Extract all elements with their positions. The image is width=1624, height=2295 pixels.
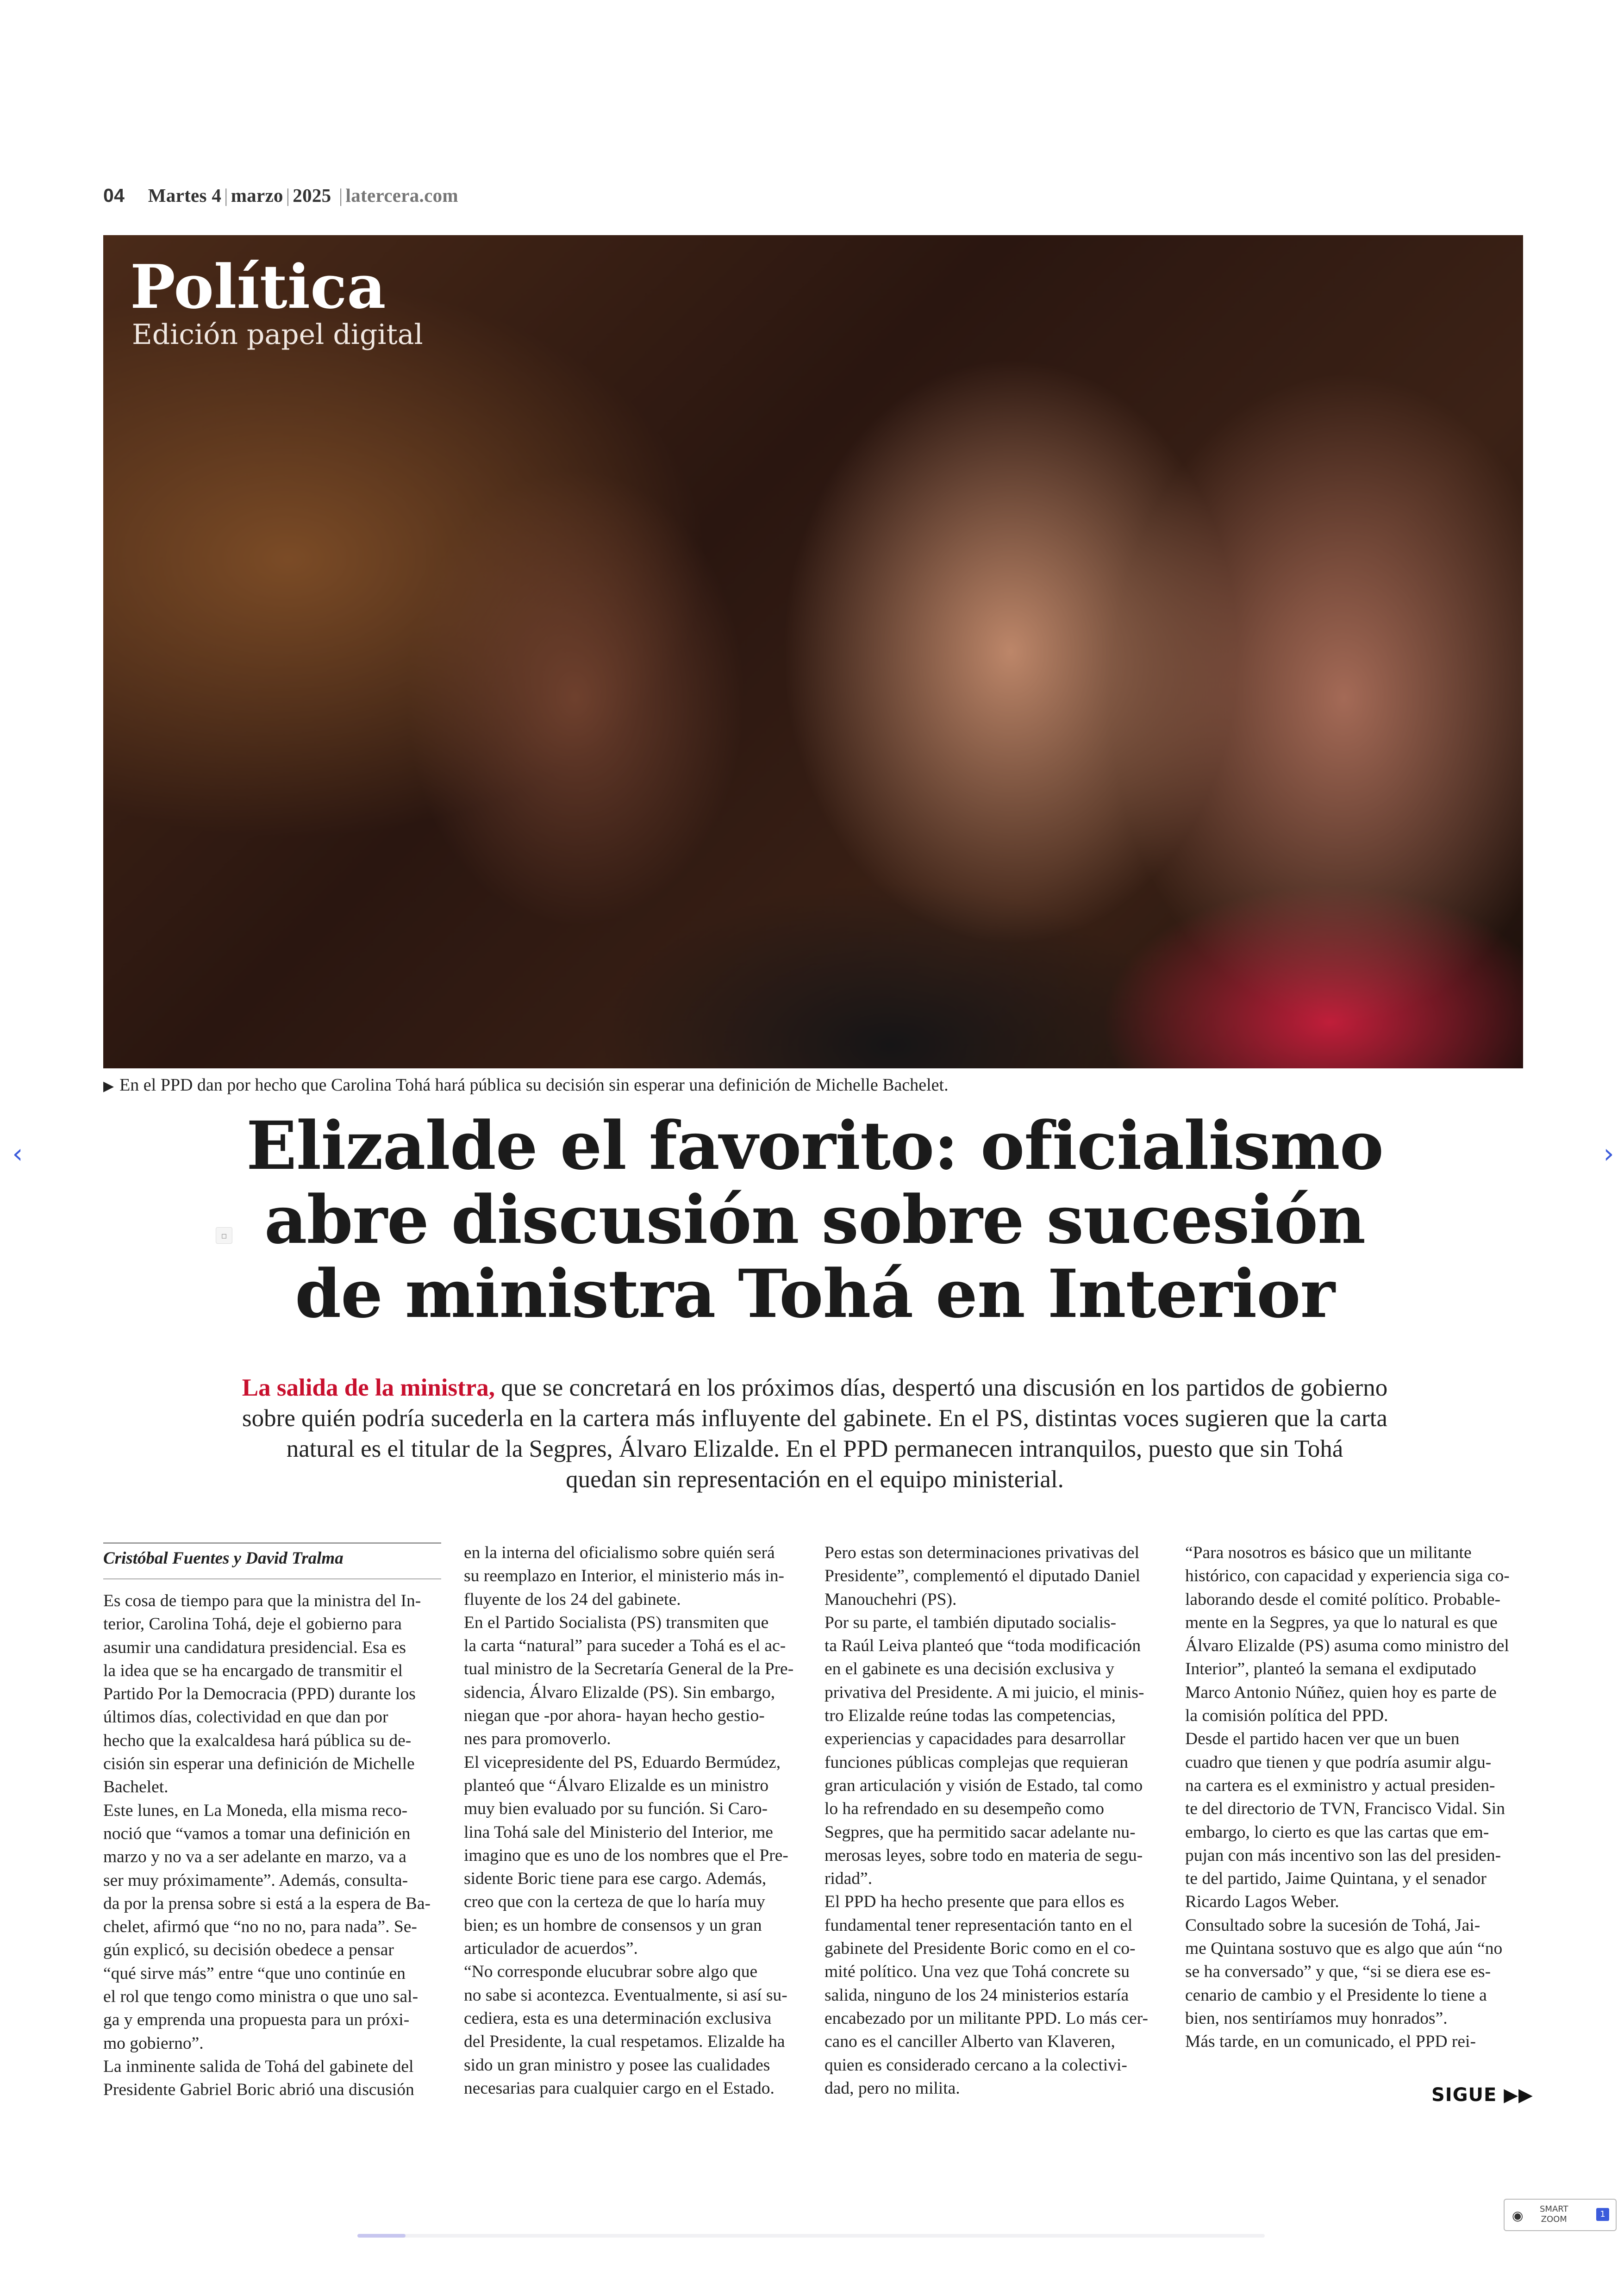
article-line: necesarias para cualquier cargo en el Estado. [464,2078,775,2098]
article-line: muy bien evaluado por su función. Si Caro- [464,1799,768,1819]
scrollbar-thumb[interactable] [357,2234,406,2238]
article-line: Consultado sobre la sucesión de Tohá, Jai- [1185,1915,1480,1935]
caption-text: En el PPD dan por hecho que Carolina Tohá hará pública su decisión sin esperar una definición de Michelle Bachelet. [119,1075,949,1095]
note-icon[interactable]: ▫ [216,1227,232,1244]
article-line: ser muy próximamente”. Además, consulta- [103,1871,408,1890]
article-line: histórico, con capacidad y experiencia siga co- [1185,1566,1510,1586]
article-line: laborando desde el comité político. Probable- [1185,1590,1501,1609]
folio-date-day: 4 [212,185,222,206]
article-line: gún explicó, su decisión obedece a pensar [103,1940,394,1960]
article-line: Bachelet. [103,1777,169,1797]
article-line: mente en la Segpres, ya que lo natural es que [1185,1613,1498,1632]
eye-icon: ◉ [1512,2208,1524,2223]
article-line: Por su parte, el también diputado socialis- [824,1613,1117,1632]
zoom-page-badge: 1 [1596,2208,1609,2221]
article-line: lina Tohá sale del Ministerio del Interior, me [464,1822,773,1842]
article-line: cisión sin esperar una definición de Michelle [103,1754,415,1774]
article-line: merosas leyes, sobre todo en materia de segu- [824,1846,1143,1865]
article-line: ridad”. [824,1869,873,1889]
article-line: En el Partido Socialista (PS) transmiten que [464,1613,769,1632]
article-line: mo gobierno”. [103,2033,204,2053]
article-line: El vicepresidente del PS, Eduardo Bermúdez, [464,1752,781,1772]
article-line: noció que “vamos a tomar una definición en [103,1824,411,1843]
article-column-3 [824,1541,1163,2100]
article-line: Segpres, que ha permitido sacar adelante nu- [824,1822,1136,1842]
article-line: planteó que “Álvaro Elizalde es un ministro [464,1776,769,1795]
article-line: El PPD ha hecho presente que para ellos es [824,1892,1124,1912]
page-folio: 04 Martes 4 | marzo | 2025 | latercera.com [103,185,458,206]
lead-line: quedan sin representación en el equipo ministerial. [566,1466,1064,1493]
article-line: ta Raúl Leiva planteó que “toda modificación [824,1636,1141,1656]
article-line: sidente Boric tiene para ese cargo. Además, [464,1869,767,1889]
article-line: se ha conversado” y que, “si se diera ese es- [1185,1962,1491,1982]
article-line: marzo y no va a ser adelante en marzo, va a [103,1847,406,1867]
smart-zoom-button[interactable] [1504,2199,1617,2231]
article-line: te del directorio de TVN, Francisco Vidal. Sin [1185,1799,1505,1819]
article-line: asumir una candidatura presidencial. Esa es [103,1638,406,1657]
article-line: creo que con la certeza de que lo haría muy [464,1892,765,1912]
headline-line: abre discusión sobre sucesión [264,1181,1366,1259]
next-page-button[interactable] [1595,1140,1623,1167]
byline-divider [103,1578,441,1579]
headline-line: Elizalde el favorito: oficialismo [246,1107,1384,1185]
article-line: me Quintana sostuvo que es algo que aún “no [1185,1939,1503,1958]
article-line: “Para nosotros es básico que un militante [1185,1543,1472,1562]
article-line: pujan con más incentivo son las del presiden- [1185,1846,1501,1865]
article-line: experiencias y capacidades para desarrollar [824,1729,1125,1749]
article-line: Partido Por la Democracia (PPD) durante los [103,1684,416,1704]
article-line: gran articulación y visión de Estado, tal como [824,1776,1143,1795]
article-line: la comisión política del PPD. [1185,1706,1388,1726]
article-column-4 [1185,1541,1524,2054]
article-line: Pero estas son determinaciones privativas del [824,1543,1140,1562]
article-line: Este lunes, en La Moneda, ella misma reco- [103,1801,408,1820]
folio-month: marzo [231,185,283,206]
article-line: Desde el partido hacen ver que un buen [1185,1729,1460,1749]
photo-caption [103,1075,949,1095]
article-line: el rol que tengo como ministra o que uno sal- [103,1987,418,2007]
headline-line: de ministra Tohá en Interior [295,1255,1335,1333]
chevron-left-icon: ‹ [12,1138,23,1169]
folio-year: 2025 [293,185,331,206]
article-line: Presidente Gabriel Boric abrió una discusión [103,2080,414,2100]
article-line: quien es considerado cercano a la colectivi- [824,2055,1127,2075]
article-line: gabinete del Presidente Boric como en el co- [824,1939,1136,1958]
byline: Cristóbal Fuentes y David Tralma [103,1542,441,1568]
article-line: nes para promoverlo. [464,1729,611,1749]
article-line: dad, pero no milita. [824,2078,960,2098]
article-line: la idea que se ha encargado de transmitir el [103,1661,403,1680]
article-line: encabezado por un militante PPD. Lo más cer- [824,2008,1149,2028]
article-line: sidencia, Álvaro Elizalde (PS). Sin embargo, [464,1683,775,1702]
article-line: ga y emprenda una propuesta para un próxi- [103,2010,410,2030]
article-line: no sabe si acontezca. Eventualmente, si así su- [464,1985,787,2005]
article-line: “qué sirve más” entre “que uno continúe en [103,1964,406,1983]
article-line: en la interna del oficialismo sobre quién será [464,1543,775,1562]
article-line: del Presidente, la cual respetamos. Elizalde ha [464,2032,785,2052]
lead-photo [103,235,1523,1068]
article-line: imagino que es uno de los nombres que el Pre- [464,1846,788,1865]
article-line: Es cosa de tiempo para que la ministra del In- [103,1591,421,1610]
folio-day: Martes [148,185,207,206]
lead-kicker: La salida de la ministra, [242,1374,495,1401]
chevron-right-icon: › [1603,1138,1614,1169]
article-line: hecho que la exalcaldesa hará pública su de- [103,1731,412,1750]
article-line: te del partido, Jaime Quintana, y el senador [1185,1869,1487,1889]
smart-zoom-label: SMART ZOOM [1540,2204,1568,2224]
article-line: fluyente de los 24 del gabinete. [464,1590,681,1609]
article-line: niegan que -por ahora- hayan hecho gestio- [464,1706,765,1726]
page-scrollbar[interactable] [357,2234,1265,2238]
article-line: bien, nos sentiríamos muy honrados”. [1185,2008,1448,2028]
article-line: Ricardo Lagos Weber. [1185,1892,1339,1912]
article-column-1 [103,1590,442,2102]
article-line: Más tarde, en un comunicado, el PPD rei- [1185,2032,1476,2052]
article-line: chelet, afirmó que “no no no, para nada”. Se- [103,1917,417,1937]
article-line: articulador de acuerdos”. [464,1939,638,1958]
lead-paragraph [153,1372,1477,1495]
article-line: Presidente”, complementó el diputado Daniel [824,1566,1141,1586]
article-line: Marco Antonio Núñez, quien hoy es parte de [1185,1683,1497,1702]
article-line: cano es el canciller Alberto van Klaveren, [824,2032,1115,2052]
article-line: embargo, lo cierto es que las cartas que em- [1185,1822,1489,1842]
article-line: privativa del Presidente. A mi juicio, el minis- [824,1683,1144,1702]
article-line: en el gabinete es una decisión exclusiva y [824,1659,1114,1679]
caption-arrow-icon: ▶ [103,1079,114,1094]
lead-line: sobre quién podría sucederla en la cartera más influyente del gabinete. En el PS, distintas voces sugieren que la carta [242,1405,1387,1432]
article-line: cenario de cambio y el Presidente lo tiene a [1185,1985,1487,2005]
folio-site: latercera.com [345,185,458,206]
article-line: sido un gran ministro y posee las cualidades [464,2055,770,2075]
article-line: Interior”, planteó la semana el exdiputado [1185,1659,1476,1679]
article-line: mité político. Una vez que Tohá concrete su [824,1962,1130,1982]
article-column-2 [464,1541,803,2100]
article-line: lo ha refrendado en su desempeño como [824,1799,1104,1819]
article-line: La inminente salida de Tohá del gabinete del [103,2057,414,2076]
article-line: Manouchehri (PS). [824,1590,957,1609]
article-line: Álvaro Elizalde (PS) asuma como ministro del [1185,1636,1509,1656]
article-line: bien; es un hombre de consensos y un gran [464,1915,762,1935]
article-line: funciones públicas complejas que requieran [824,1752,1129,1772]
article-line: cuadro que tienen y que podría asumir algu- [1185,1752,1492,1772]
article-line: tro Elizalde reúne todas las competencias, [824,1706,1116,1726]
lead-line: que se concretará en los próximos días, despertó una discusión en los partidos de gobierno [495,1374,1388,1401]
article-line: últimos días, colectividad en que dan por [103,1708,388,1727]
article-line: la carta “natural” para suceder a Tohá es el ac- [464,1636,786,1656]
article-line: salida, ninguno de los 24 ministerios estaría [824,1985,1129,2005]
headline [176,1109,1454,1331]
article-line: su reemplazo en Interior, el ministerio más in- [464,1566,785,1586]
page-number: 04 [103,185,125,206]
lead-line: natural es el titular de la Segpres, Álvaro Elizalde. En el PPD permanecen intranquilos, puesto que sin Tohá [286,1435,1343,1462]
article-line: tual ministro de la Secretaría General de la Pre- [464,1659,794,1679]
article-line: da por la prensa sobre si está a la espera de Ba- [103,1894,431,1913]
article-line: cediera, esta es una determinación exclusiva [464,2008,772,2028]
article-line: fundamental tener representación tanto en el [824,1915,1133,1935]
prev-page-button[interactable] [4,1140,31,1167]
article-line: terior, Carolina Tohá, deje el gobierno para [103,1615,402,1634]
section-title: Política [130,251,386,322]
article-line: “No corresponde elucubrar sobre algo que [464,1962,758,1982]
edition-label: Edición papel digital [132,318,423,351]
article-line: na cartera es el exministro y actual presiden- [1185,1776,1495,1795]
continue-label: SIGUE ▶▶ [1431,2084,1533,2106]
